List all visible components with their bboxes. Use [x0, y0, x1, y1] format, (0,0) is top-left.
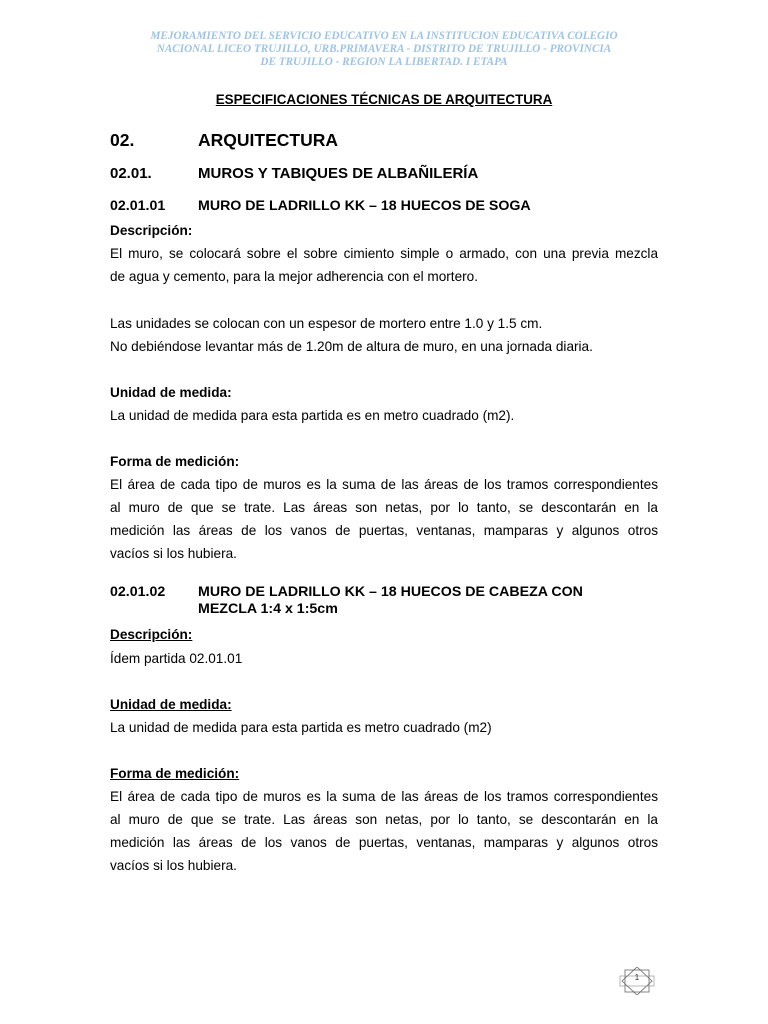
page-number-badge: [619, 967, 655, 995]
subsection-title: MUROS Y TABIQUES DE ALBAÑILERÍA: [198, 165, 479, 182]
item1-description-label: Descripción:: [110, 223, 193, 238]
item2-measure-line-1: El área de cada tipo de muros es la suma de las áreas de los tramos correspondientes: [110, 789, 658, 804]
item1-description-2: [110, 312, 658, 358]
item2-number: 02.01.02: [110, 584, 166, 600]
page-number: 1: [634, 973, 640, 982]
item1-desc2-line-2: No debiéndose levantar más de 1.20m de altura de muro, en una jornada diaria.: [110, 339, 593, 354]
item1-desc-line-2: de agua y cemento, para la mejor adherencia con el mortero.: [110, 269, 478, 284]
item2-title: [198, 584, 583, 618]
item2-unit-line: La unidad de medida para esta partida es metro cuadrado (m2): [110, 720, 492, 735]
item1-desc-line-1: El muro, se colocará sobre el sobre cimiento simple o armado, con una previa mezcla: [110, 246, 658, 261]
item1-title: MURO DE LADRILLO KK – 18 HUECOS DE SOGA: [198, 198, 531, 214]
header-line-3: DE TRUJILLO - REGION LA LIBERTAD. I ETAPA: [260, 56, 508, 68]
item2-measure-label: Forma de medición:: [110, 766, 240, 781]
subsection-number: 02.01.: [110, 165, 152, 182]
header-line-1: MEJORAMIENTO DEL SERVICIO EDUCATIVO EN LA INSTITUCION EDUCATIVA COLEGIO: [150, 30, 618, 42]
item2-title-line-1: MURO DE LADRILLO KK – 18 HUECOS DE CABEZA CON: [198, 584, 583, 600]
section-title: ARQUITECTURA: [198, 130, 338, 150]
item2-measure-text: [110, 785, 658, 877]
item1-number: 02.01.01: [110, 198, 166, 214]
item1-desc2-line-1: Las unidades se colocan con un espesor de mortero entre 1.0 y 1.5 cm.: [110, 316, 543, 331]
document-header: [110, 30, 658, 69]
item2-title-line-2: MEZCLA 1:4 x 1:5cm: [198, 601, 338, 617]
header-line-2: NACIONAL LICEO TRUJILLO, URB.PRIMAVERA - DISTRITO DE TRUJILLO - PROVINCIA: [156, 43, 612, 55]
item2-measure-line-2: al muro de que se trate. Las áreas son netas, por lo tanto, se descontarán en la: [110, 812, 658, 827]
item2-measure-line-3: medición las áreas de los vanos de puertas, ventanas, mamparas y algunos otros: [110, 835, 658, 850]
item2-measure-line-4: vacíos si los hubiera.: [110, 858, 237, 873]
item2-unit-label: Unidad de medida:: [110, 697, 232, 712]
item1-measure-line-4: vacíos si los hubiera.: [110, 546, 237, 561]
item1-measure-line-3: medición las áreas de los vanos de puertas, ventanas, mamparas y algunos otros: [110, 523, 658, 538]
item1-description: [110, 242, 658, 288]
item2-unit-text: [110, 716, 658, 739]
section-number: 02.: [110, 130, 135, 150]
document-title: ESPECIFICACIONES TÉCNICAS DE ARQUITECTURA: [215, 92, 553, 107]
item2-description: [110, 647, 658, 670]
item1-measure-label: Forma de medición:: [110, 454, 240, 469]
item1-unit-label: Unidad de medida:: [110, 385, 232, 400]
item1-measure-text: [110, 473, 658, 565]
item1-measure-line-1: El área de cada tipo de muros es la suma de las áreas de los tramos correspondientes: [110, 477, 658, 492]
item1-unit-line: La unidad de medida para esta partida es en metro cuadrado (m2).: [110, 408, 515, 423]
item2-desc-line: Ídem partida 02.01.01: [110, 651, 243, 666]
item1-unit-text: [110, 404, 658, 427]
item1-measure-line-2: al muro de que se trate. Las áreas son netas, por lo tanto, se descontarán en la: [110, 500, 658, 515]
item2-description-label: Descripción:: [110, 627, 193, 642]
